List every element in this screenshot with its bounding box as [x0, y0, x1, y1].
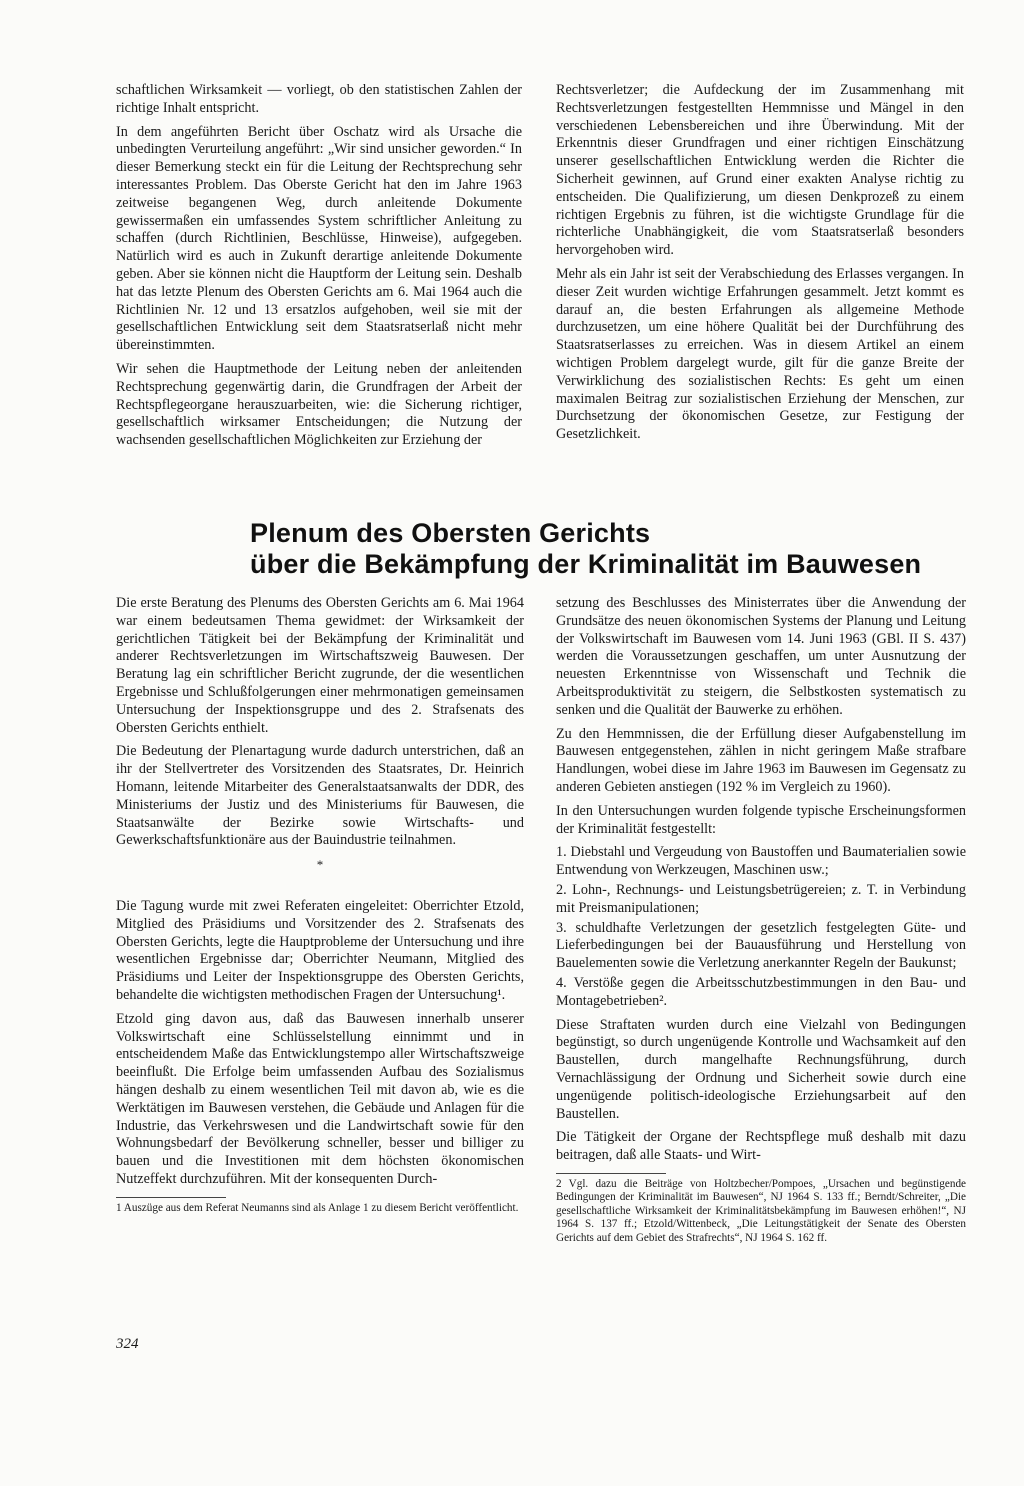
article-headline: [250, 518, 970, 580]
paragraph: setzung des Beschlusses des Ministerrates über die Anwendung der Grundsätze des neuen ökonomischen Systems der Planung und Leitung der Volkswirtschaft im Bauwesen vom 14. Juni 1963 (GBl. II S. 437) werden die Voraussetzungen geschaffen, um unter Ausnutzung der neuesten Erkenntnisse von Wissenschaft und Technik die Arbeitsproduktivität zu steigern, die Selbstkosten systematisch zu senken und die Qualität der Bauwerke zu erhöhen.: [556, 595, 966, 718]
paragraph: Rechtsverletzer; die Aufdeckung der im Zusammenhang mit Rechtsverletzungen festgestellten Hemmnisse und Mängel in den verschiedenen Lebensbereichen und ihre Überwindung. Mit der Erkenntnis dieser Grundfragen und einer richtigen Einschätzung unserer gesellschaftlichen Entwicklung werden die Richter die Sicherheit gewinnen, auf Grund einer exakten Analyse richtig zu entscheiden. Die Qualifizierung, um diesen Denkprozeß zu einem richtigen Ergebnis zu führen, ist die wichtigste Grundlage für die richterliche Unabhängigkeit, die vom Staatsratserlaß besonders hervorgehoben wird.: [556, 82, 964, 259]
bottom-right-column: [556, 595, 966, 1245]
top-right-column: [556, 82, 964, 450]
list-item: 4. Verstöße gegen die Arbeitsschutzbestimmungen in den Bau- und Montagebetrieben².: [556, 974, 966, 1009]
paragraph: Zu den Hemmnissen, die der Erfüllung dieser Aufgabenstellung im Bauwesen entgegenstehen, zählen in nicht geringem Maße strafbare Handlungen, wobei diese im Jahre 1963 im Bauwesen im Gegensatz zu anderen Gebieten anstiegen (192 % im Vergleich zu 1960).: [556, 725, 966, 795]
paragraph: In dem angeführten Bericht über Oschatz wird als Ursache die unbedingten Verurteilung angeführt: „Wir sind unsicher geworden.“ In dieser Bemerkung steckt ein für die Leitung der Rechtsprechung sehr interessantes Problem. Das Oberste Gericht hat den im Jahre 1963 zeitweise begangenen Weg, durch anleitende Dokumente gewissermaßen ein umfassendes System schriftlicher Anleitung zu schaffen (durch Richtlinien, Beschlüsse, Hinweise), aufgegeben. Natürlich wird es auch in Zukunft derartige anleitende Dokumente geben. Aber sie können nicht die Hauptform der Leitung sein. Deshalb hat das letzte Plenum des Obersten Gerichts am 6. Mai 1964 auch die Richtlinien Nr. 12 und 13 ersatzlos aufgehoben, weil sie mit der gesellschaftlichen Entwicklung seit dem Staatsratserlaß nicht mehr übereinstimmten.: [116, 123, 522, 354]
paragraph: Die Bedeutung der Plenartagung wurde dadurch unterstrichen, daß an ihr der Stellvertreter des Vorsitzenden des Staatsrates, Dr. Heinrich Homann, leitende Mitarbeiter des Generalstaatsanwalts der DDR, des Ministeriums der Justiz und des Ministeriums für Bauwesen, die Staatsanwälte der Bezirke sowie Wirtschafts- und Gewerkschaftsfunktionäre aus der Bauindustrie teilnahmen.: [116, 743, 524, 849]
section-separator: *: [316, 857, 324, 873]
list-item: 3. schuldhafte Verletzungen der gesetzlich festgelegten Güte- und Lieferbedingungen bei der Bauausführung und Herstellung von Bauelementen sowie die Verletzung anerkannter Regeln der Baukunst;: [556, 919, 966, 972]
top-left-column: [116, 82, 522, 456]
headline-line-1: Plenum des Obersten Gerichts: [250, 518, 651, 548]
list-item: 2. Lohn-, Rechnungs- und Leistungsbetrügereien; z. T. in Verbindung mit Preismanipulationen;: [556, 881, 966, 916]
headline-line-2: über die Bekämpfung der Kriminalität im Bauwesen: [250, 549, 922, 579]
paragraph: Etzold ging davon aus, daß das Bauwesen innerhalb unserer Volkswirtschaft eine Schlüsselstellung einnimmt und in entscheidendem Maße das Entwicklungstempo aller Wirtschaftszweige beeinflußt. Die Erfolge beim umfassenden Aufbau des Sozialismus hängen deshalb zu einem wesentlichen Teil mit davon ab, wie es die Werktätigen im Bauwesen verstehen, die Gebäude und Anlagen für die Industrie, das Verkehrswesen und die Landwirtschaft sowie für den Wohnungsbedarf der Bevölkerung schneller, besser und billiger zu bauen und die Investitionen mit dem höchsten ökonomischen Nutzeffekt durchzuführen. Mit der konsequenten Durch-: [116, 1010, 524, 1187]
page-number: 324: [116, 1336, 139, 1352]
footnote-1: 1 Auszüge aus dem Referat Neumanns sind als Anlage 1 zu diesem Bericht veröffentlicht.: [116, 1201, 519, 1214]
footnote-2: 2 Vgl. dazu die Beiträge von Holtzbecher/Pompoes, „Ursachen und begünstigende Bedingungen der Kriminalität im Bauwesen“, NJ 1964 S. 133 ff.; Berndt/Schreiter, „Die gesellschaftliche Wirksamkeit der Kriminalitätsbekämpfung im Bauwesen erhöhen!“, NJ 1964 S. 137 ff.; Etzold/Wittenbeck, „Die Leitungstätigkeit der Senate des Obersten Gerichts auf dem Gebiet des Strafrechts“, NJ 1964 S. 162 ff.: [556, 1177, 966, 1244]
paragraph: Mehr als ein Jahr ist seit der Verabschiedung des Erlasses vergangen. In dieser Zeit wurden wichtige Erfahrungen gesammelt. Jetzt kommt es darauf an, die besten Erfahrungen als allgemeine Methode durchzusetzen, um eine höhere Qualität bei der Durchführung des Staatsratserlasses zu erreichen. Was in diesem Artikel an einem wichtigen Problem dargelegt wurde, gilt für die ganze Breite der Verwirklichung des sozialistischen Rechts: Es geht um einen maximalen Beitrag zur sozialistischen Erziehung der Menschen, zur Durchsetzung der ökonomischen Gesetze, zur Festigung der Gesetzlichkeit.: [556, 265, 964, 443]
paragraph: Diese Straftaten wurden durch eine Vielzahl von Bedingungen begünstigt, so durch ungenügende Kontrolle und Wachsamkeit auf den Baustellen, durch mangelhafte Rechnungsführung, durch Vernachlässigung der Ordnung und Sicherheit sowie durch eine ungenügende politisch-ideologische Erziehungsarbeit auf den Baustellen.: [556, 1016, 966, 1122]
paragraph: Die Tagung wurde mit zwei Referaten eingeleitet: Oberrichter Etzold, Mitglied des Präsidiums und Vorsitzender des 2. Strafsenats des Obersten Gerichts, legte die Hauptprobleme der Untersuchung und ihre wesentlichen Ergebnisse dar; Oberrichter Neumann, Mitglied des Präsidiums und Leiter der Inspektionsgruppe des Obersten Gerichts, behandelte die wichtigsten methodischen Fragen der Untersuchung¹.: [116, 897, 524, 1003]
paragraph: Die erste Beratung des Plenums des Obersten Gerichts am 6. Mai 1964 war einem bedeutsamen Thema gewidmet: der Wirksamkeit der gerichtlichen Tätigkeit bei der Bekämpfung der Kriminalität und anderer Rechtsverletzungen im Wirtschaftszweig Bauwesen. Der Beratung lag ein schriftlicher Bericht zugrunde, der die wesentlichen Ergebnisse und Schlußfolgerungen einer mehrmonatigen gemeinsamen Untersuchung der Inspektionsgruppe und des 2. Strafsenats des Obersten Gerichts enthielt.: [116, 595, 524, 736]
paragraph: Wir sehen die Hauptmethode der Leitung neben der anleitenden Rechtsprechung gegenwärtig darin, die Grundfragen der Arbeit der Rechtspflegeorgane herauszuarbeiten, wie: die Sicherung richtiger, gesellschaftlich wirksamer Entscheidungen; die Nutzung der wachsenden gesellschaftlichen Möglichkeiten zur Erziehung der: [116, 360, 522, 449]
paragraph: schaftlichen Wirksamkeit — vorliegt, ob den statistischen Zahlen der richtige Inhalt entspricht.: [116, 82, 522, 116]
footnote-rule: [116, 1197, 226, 1198]
list-item: 1. Diebstahl und Vergeudung von Baustoffen und Baumaterialien sowie Entwendung von Werkzeugen, Maschinen usw.;: [556, 844, 966, 879]
paragraph: In den Untersuchungen wurden folgende typische Erscheinungsformen der Kriminalität festgestellt:: [556, 802, 966, 837]
paragraph: Die Tätigkeit der Organe der Rechtspflege muß deshalb mit dazu beitragen, daß alle Staats- und Wirt-: [556, 1129, 966, 1164]
bottom-left-column: [116, 595, 524, 1215]
footnote-rule: [556, 1173, 666, 1174]
